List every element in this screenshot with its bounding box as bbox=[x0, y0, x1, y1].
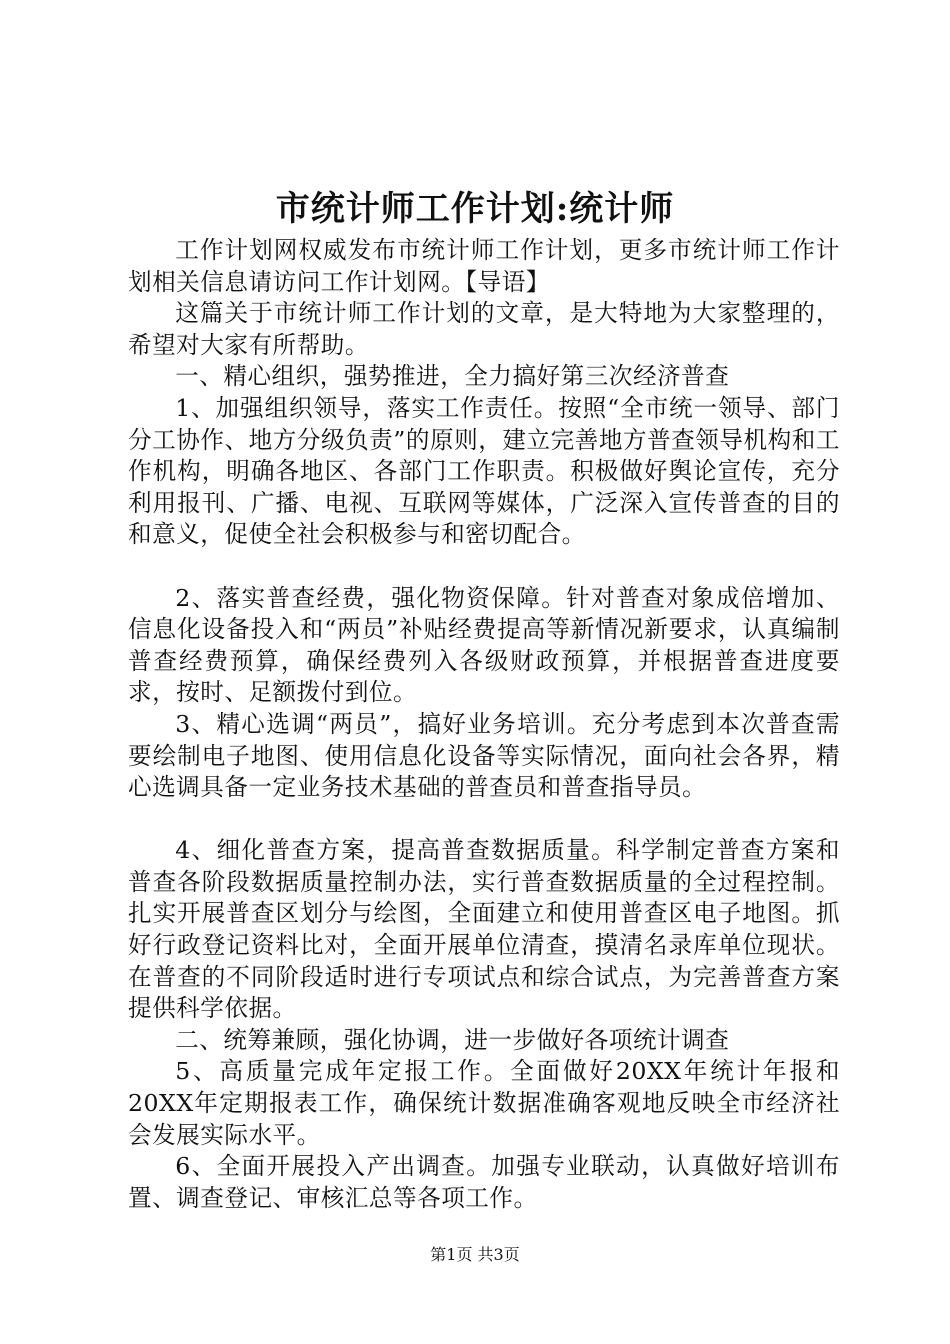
paragraph-item-6: 6、全面开展投入产出调查。加强专业联动，认真做好培训布置、调查登记、审核汇总等各项工作。 bbox=[128, 1152, 840, 1212]
document-body bbox=[128, 235, 840, 1214]
paragraph-item-2: 2、落实普查经费，强化物资保障。针对普查对象成倍增加、信息化设备投入和“两员”补贴经费提高等新情况新要求，认真编制普查经费预算，确保经费列入各级财政预算，并根据普查进度要求，按时、足额拨付到位。 bbox=[128, 583, 840, 707]
page-number-footer: 第1页 共3页 bbox=[430, 1245, 520, 1264]
paragraph-item-3: 3、精心选调“两员”，搞好业务培训。充分考虑到本次普查需要绘制电子地图、使用信息化设备等实际情况，面向社会各界，精心选调具备一定业务技术基础的普查员和普查指导员。 bbox=[128, 709, 840, 802]
section-heading-1: 一、精心组织，强势推进，全力搞好第三次经济普查 bbox=[175, 362, 730, 391]
paragraph-lead: 这篇关于市统计师工作计划的文章，是大特地为大家整理的，希望对大家有所帮助。 bbox=[128, 299, 840, 359]
paragraph-item-4: 4、细化普查方案，提高普查数据质量。科学制定普查方案和普查各阶段数据质量控制办法，实行普查数据质量的全过程控制。扎实开展普查区划分与绘图，全面建立和使用普查区电子地图。抓好行政登记资料比对，全面开展单位清查，摸清名录库单位现状。在普查的不同阶段适时进行专项试点和综合试点，为完善普查方案提供科学依据。 bbox=[128, 836, 840, 1023]
section-heading-2: 二、统筹兼顾，强化协调，进一步做好各项统计调查 bbox=[175, 1025, 730, 1054]
paragraph-item-1: 1、加强组织领导，落实工作责任。按照“全市统一领导、部门分工协作、地方分级负责”的原则，建立完善地方普查领导机构和工作机构，明确各地区、各部门工作职责。积极做好舆论宣传，充分利用报刊、广播、电视、互联网等媒体，广泛深入宣传普查的目的和意义，促使全社会积极参与和密切配合。 bbox=[128, 393, 840, 549]
paragraph-intro: 工作计划网权威发布市统计师工作计划，更多市统计师工作计划相关信息请访问工作计划网。【导语】 bbox=[128, 236, 840, 296]
document-title: 市统计师工作计划:统计师 bbox=[275, 189, 675, 229]
paragraph-item-5: 5、高质量完成年定报工作。全面做好20XX年统计年报和20XX年定期报表工作，确保统计数据准确客观地反映全市经济社会发展实际水平。 bbox=[128, 1057, 840, 1149]
